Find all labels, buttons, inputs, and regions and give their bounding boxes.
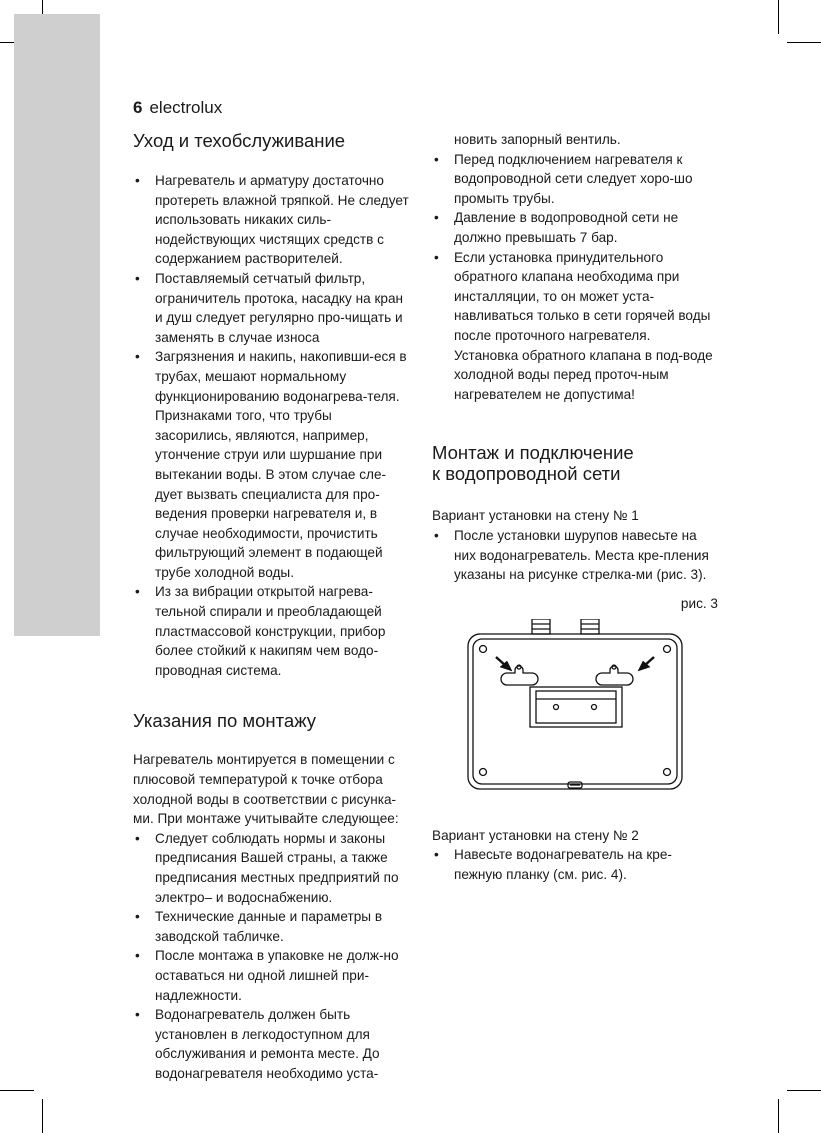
figure-label: рис. 3 <box>680 595 718 611</box>
brand-name: electrolux <box>149 98 223 117</box>
list-item: • Технические данные и параметры в заводской табличке. <box>133 907 411 946</box>
section-title-install-notes: Указания по монтажу <box>133 710 317 732</box>
list-item: • Следует соблюдать нормы и законы предписания Вашей страны, а также предписания местных предприятий по электро– и водоснабжению. <box>133 829 411 907</box>
list-item: • Нагреватель и арматуру достаточно протереть влажной тряпкой. Не следует использовать никаких силь-нодействующих чистящих средств с содержанием растворителей. <box>133 171 411 269</box>
screw <box>480 646 487 653</box>
variant2-list <box>432 845 718 884</box>
variant1-label: Вариант установки на стену № 1 <box>432 508 639 524</box>
left-column <box>133 130 411 1084</box>
terminal-block <box>530 687 622 727</box>
care-list <box>133 171 411 680</box>
install-notes-list-continued <box>432 150 718 405</box>
crop-mark <box>787 42 821 43</box>
screw <box>664 769 671 776</box>
pipe-connector <box>581 619 599 634</box>
list-item: • Перед подключением нагревателя к водопроводной сети следует хоро-шо промыть трубы. <box>432 150 718 209</box>
mount-keyhole-right <box>596 665 633 685</box>
crop-mark <box>778 0 779 34</box>
list-item: • Из за вибрации открытой нагрева-тельной спирали и преобладающей пластмассовой конструкции, прибор более стойкий к накипям чем водо-проводная система. <box>133 582 411 680</box>
list-item: • Давление в водопроводной сети не должно превышать 7 бар. <box>432 208 718 247</box>
section-title-care: Уход и техобслуживание <box>133 130 346 151</box>
section-title-mounting <box>432 442 718 484</box>
figure-heater-mounting <box>460 619 690 794</box>
heater-body <box>468 634 682 789</box>
list-item: • Загрязнения и накипь, накопивши-еся в трубах, мешают нормальному функционированию водонагрева-теля. Признаками того, что трубы засорились, являются, например, утончение струи или шуршание при вытекании воды. В этом случае сле-дует вызвать специалиста для про-ведения проверки нагревателя и, в случае необходимости, прочистить фильтрующий элемент в подающей трубе холодной воды. <box>133 347 411 582</box>
crop-mark <box>42 1099 43 1133</box>
list-item: • Если установка принудительного обратного клапана необходима при инсталляции, то он может уста-навливаться только в сети горячей воды после проточного нагревателя. Установка обратного клапана в под-воде холодной воды перед проточ-ным нагревателем не допустима! <box>432 248 718 405</box>
variant1-list <box>432 526 718 585</box>
list-item: • Водонагреватель должен быть установлен в легкодоступном для обслуживания и ремонта месте. До водонагревателя необходимо уста- <box>133 1005 411 1083</box>
install-notes-list <box>133 829 411 1084</box>
crop-mark <box>787 1090 821 1091</box>
list-item: • После установки шурупов навесьте на них водонагреватель. Места кре-пления указаны на рисунке стрелка-ми (рис. 3). <box>432 526 718 585</box>
screw <box>480 769 487 776</box>
variant2-label: Вариант установки на стену № 2 <box>432 827 639 843</box>
pipe-connector <box>532 619 550 634</box>
crop-mark <box>778 1099 779 1133</box>
side-band <box>14 14 100 636</box>
continued-text: новить запорный вентиль. <box>454 132 621 147</box>
crop-mark <box>0 1090 34 1091</box>
section-title-line: Монтаж и подключение <box>432 442 634 464</box>
page-number: 6 <box>133 98 143 117</box>
install-notes-intro: Нагреватель монтируется в помещении с плюсовой температурой к точке отбора холодной воды в соответствии с рисунка-ми. При монтаже учитывайте следующее: <box>133 752 399 827</box>
section-title-line: к водопроводной сети <box>432 463 621 485</box>
page-header <box>133 97 222 119</box>
right-column <box>432 130 718 885</box>
screw <box>664 646 671 653</box>
list-item: • После монтажа в упаковке не долж-но оставаться ни одной лишней при-надлежности. <box>133 946 411 1005</box>
list-item: • Поставляемый сетчатый фильтр, ограничитель протока, насадку на кран и душ следует регулярно про-чищать и заменять в случае износа <box>133 269 411 347</box>
list-item: • Навесьте водонагреватель на кре-пежную планку (см. рис. 4). <box>432 845 718 884</box>
